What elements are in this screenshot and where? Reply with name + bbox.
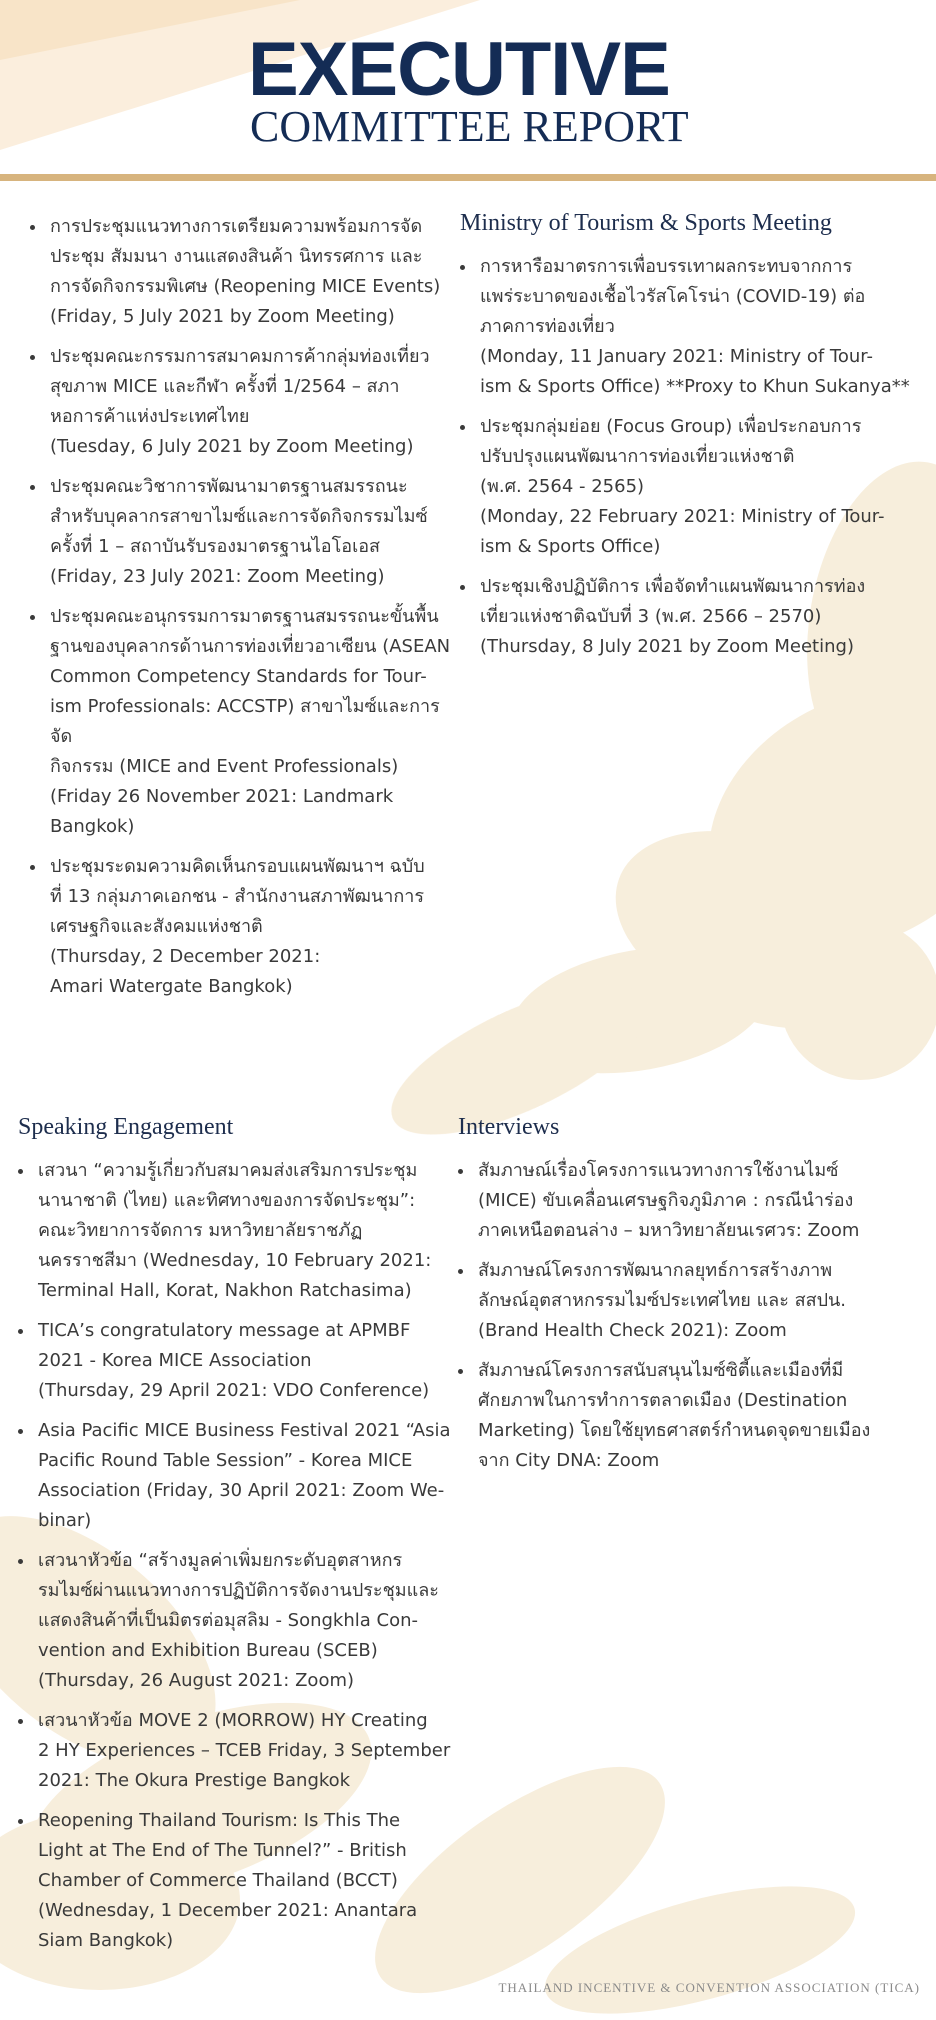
interviews-section [458,1112,918,1486]
list-item: สัมภาษณ์เรื่องโครงการแนวทางการใช้งานไมซ์ (MICE) ขับเคลื่อนเศรษฐกิจภูมิภาค : กรณีนำร่อง ภาคเหนือตอนล่าง – มหาวิทยาลัยนเรศวร: Zoom [458,1156,918,1246]
meetings-list [30,212,460,1002]
list-item: เสวนาหัวข้อ MOVE 2 (MORROW) HY Creating 2 HY Experiences – TCEB Friday, 3 September 2021: The Okura Prestige Bangkok [18,1706,458,1796]
page-title: EXECUTIVE [248,27,670,112]
list-item: เสวนา “ความรู้เกี่ยวกับสมาคมส่งเสริมการประชุม นานาชาติ (ไทย) และทิศทางของการจัดประชุม”: คณะวิทยาการจัดการ มหาวิทยาลัยราชภัฏ นครราชสีมา (Wednesday, 10 February 2021: Terminal Hall, Korat, Nakhon Ratchasima) [18,1156,458,1306]
list-item: การหารือมาตรการเพื่อบรรเทาผลกระทบจากการ แพร่ระบาดของเชื้อไวรัสโคโรน่า (COVID-19) ต่อ ภาคการท่องเที่ยว (Monday, 11 January 2021: Ministry of Tour- ism & Sports Office) **Proxy to Khun Sukanya** [460,252,920,402]
speaking-heading: Speaking Engagement [18,1114,234,1140]
speaking-section [18,1112,458,1966]
list-item: Reopening Thailand Tourism: Is This The Light at The End of The Tunnel?” - British Chamber of Commerce Thailand (BCCT) (Wednesday, 1 December 2021: Anantara Siam Bangkok) [18,1806,458,1956]
speaking-list [18,1156,458,1956]
list-item: ประชุมกลุ่มย่อย (Focus Group) เพื่อประกอบการ ปรับปรุงแผนพัฒนาการท่องเที่ยวแห่งชาติ (พ.ศ. 2564 - 2565) (Monday, 22 February 2021: Ministry of Tour- ism & Sports Office) [460,412,920,562]
interviews-list [458,1156,918,1476]
list-item: สัมภาษณ์โครงการพัฒนากลยุทธ์การสร้างภาพ ลักษณ์อุตสาหกรรมไมซ์ประเทศไทย และ สสปน. (Brand Health Check 2021): Zoom [458,1256,918,1346]
ministry-list [460,252,920,662]
list-item: ประชุมคณะกรรมการสมาคมการค้ากลุ่มท่องเที่ยว สุขภาพ MICE และกีฬา ครั้งที่ 1/2564 – สภา หอการค้าแห่งประเทศไทย (Tuesday, 6 July 2021 by Zoom Meeting) [30,342,460,462]
list-item: ประชุมคณะอนุกรรมการมาตรฐานสมรรถนะขั้นพื้น ฐานของบุคลากรด้านการท่องเที่ยวอาเซียน (ASEAN Common Competency Standards for Tour- ism Professionals: ACCSTP) สาขาไมซ์และการจัด กิจกรรม (MICE and Event Professionals) (Friday 26 November 2021: Landmark Bangkok) [30,602,460,842]
list-item: ประชุมคณะวิชาการพัฒนามาตรฐานสมรรถนะ สำหรับบุคลากรสาขาไมซ์และการจัดกิจกรรมไมซ์ ครั้งที่ 1 – สถาบันรับรองมาตรฐานไอโอเอส (Friday, 23 July 2021: Zoom Meeting) [30,472,460,592]
ministry-section [460,208,920,672]
list-item: การประชุมแนวทางการเตรียมความพร้อมการจัด ประชุม สัมมนา งานแสดงสินค้า นิทรรศการ และ การจัดกิจกรรมพิเศษ (Reopening MICE Events) (Friday, 5 July 2021 by Zoom Meeting) [30,212,460,332]
page-subtitle: COMMITTEE REPORT [250,102,689,151]
meetings-section [30,212,460,1012]
report-header [0,0,936,190]
list-item: เสวนาหัวข้อ “สร้างมูลค่าเพิ่มยกระดับอุตสาหกร รมไมซ์ผ่านแนวทางการปฏิบัติการจัดงานประชุมและ แสดงสินค้าที่เป็นมิตรต่อมุสลิม - Songkhla Con- vention and Exhibition Bureau (SCEB) (Thursday, 26 August 2021: Zoom) [18,1546,458,1696]
ministry-heading: Ministry of Tourism & Sports Meeting [460,210,832,236]
footer-text: THAILAND INCENTIVE & CONVENTION ASSOCIATION (TICA) [498,1980,920,1995]
header-divider [0,174,936,181]
list-item: ประชุมระดมความคิดเห็นกรอบแผนพัฒนาฯ ฉบับ ที่ 13 กลุ่มภาคเอกชน - สำนักงานสภาพัฒนาการ เศรษฐกิจและสังคมแห่งชาติ (Thursday, 2 December 2021: Amari Watergate Bangkok) [30,852,460,1002]
list-item: TICA’s congratulatory message at APMBF 2021 - Korea MICE Association (Thursday, 29 April 2021: VDO Conference) [18,1316,458,1406]
list-item: ประชุมเชิงปฏิบัติการ เพื่อจัดทำแผนพัฒนาการท่อง เที่ยวแห่งชาติฉบับที่ 3 (พ.ศ. 2566 – 2570) (Thursday, 8 July 2021 by Zoom Meeting) [460,572,920,662]
interviews-heading: Interviews [458,1114,560,1140]
list-item: Asia Pacific MICE Business Festival 2021 “Asia Pacific Round Table Session” - Korea MICE Association (Friday, 30 April 2021: Zoom We- binar) [18,1416,458,1536]
list-item: สัมภาษณ์โครงการสนับสนุนไมซ์ซิตี้และเมืองที่มี ศักยภาพในการทำการตลาดเมือง (Destination Marketing) โดยใช้ยุทธศาสตร์กำหนดจุดขายเมือง จาก City DNA: Zoom [458,1356,918,1476]
